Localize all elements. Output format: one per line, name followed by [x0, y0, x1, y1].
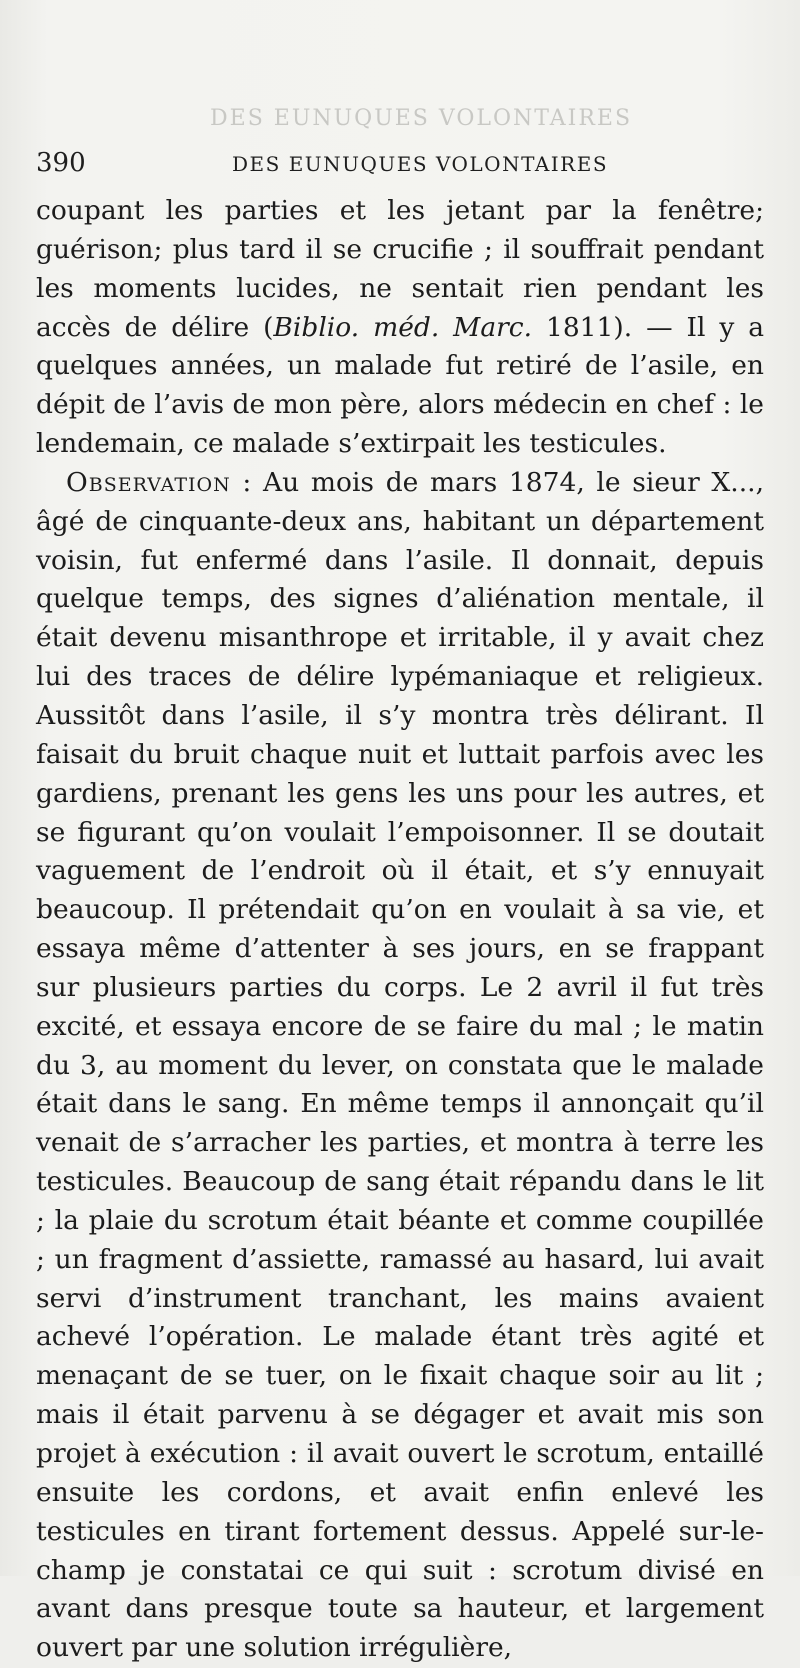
paragraph-1	[36, 192, 764, 464]
observation-text: : Au mois de mars 1874, le sieur X..., âgé de cinquante-deux ans, habitant un département voisin, fut enfermé dans l’asile. Il donnait, depuis quelque temps, des signes d’aliénation mentale, il était devenu misanthrope et irritable, il y avait chez lui des traces de délire lypémaniaque et religieux. Aussitôt dans l’asile, il s’y montra très délirant. Il faisait du bruit chaque nuit et luttait parfois avec les gardiens, prenant les gens les uns pour les autres, et se figurant qu’on voulait l’empoisonner. Il se doutait vaguement de l’endroit où il était, et s’y ennuyait beaucoup. Il prétendait qu’on en voulait à sa vie, et essaya même d’attenter à ses jours, en se frappant sur plusieurs parties du corps. Le 2 avril il fut très excité, et essaya encore de se faire du mal ; le matin du 3, au moment du lever, on constata que le malade était dans le sang. En même temps il annonçait qu’il venait de s’arracher les parties, et montra à terre les testicules. Beaucoup de sang était répandu dans le lit ; la plaie du scrotum était béante et comme coupillée ; un fragment d’assiette, ramassé au hasard, lui avait servi d’instrument tranchant, les mains avaient achevé l’opération. Le malade étant très agité et menaçant de se tuer, on le fixait chaque soir au lit ; mais il était parvenu à se dégager et avait mis son projet à exécution : il avait ouvert le scrotum, entaillé ensuite les cordons, et avait enfin enlevé les testicules en tirant fortement dessus. Appelé sur-le-champ je constatai ce qui suit : scrotum divisé en avant dans presque toute sa hauteur, et largement ouvert par une solution irrégulière,	[36, 466, 764, 1664]
body-text	[36, 192, 764, 1668]
running-title: DES EUNUQUES VOLONTAIRES	[232, 152, 609, 176]
paragraph-1-text-a: coupant les parties et les jetant par la fenêtre; guérison; plus tard il se crucifie ; il souffrait pendant les moments lucides, ne sentait rien pendant les accès de délire (	[36, 195, 764, 343]
paragraph-observation	[36, 464, 764, 1668]
bleed-through-text: DES EUNUQUES VOLONTAIRES	[210, 106, 633, 131]
paragraph-1-text-b: 1811). — Il y a quelques années, un malade fut retiré de l’asile, en dépit de l’avis de mon père, alors médecin en chef : le lendemain, ce malade s’extirpait les testicules.	[36, 311, 764, 460]
observation-label: Observation	[66, 466, 231, 498]
page-number: 390	[36, 148, 86, 178]
citation: Biblio. méd. Marc.	[273, 311, 533, 343]
page-header	[36, 148, 766, 182]
